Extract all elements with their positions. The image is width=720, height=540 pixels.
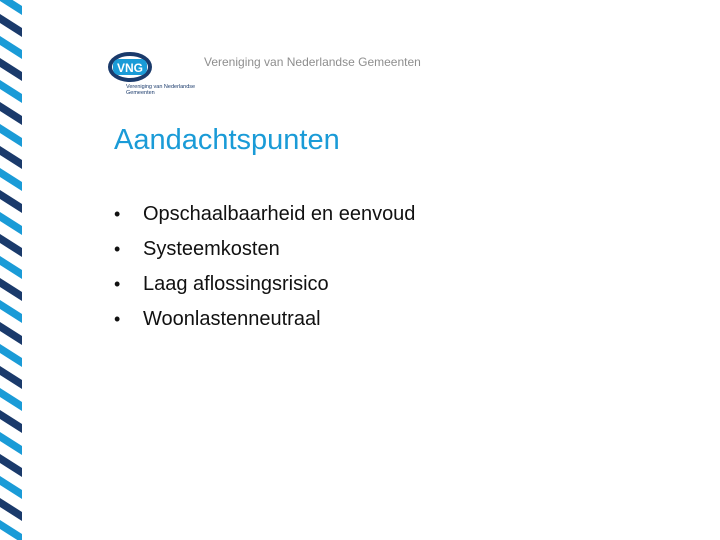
bullet-dot: • <box>114 274 121 294</box>
bullet-item <box>114 273 415 308</box>
svg-text:VNG: VNG <box>116 61 144 75</box>
bullet-item <box>114 308 415 343</box>
organization-name: Vereniging van Nederlandse Gemeenten <box>204 55 421 69</box>
bullet-list <box>114 203 415 343</box>
bullet-dot: • <box>114 239 121 259</box>
bullet-item <box>114 203 415 238</box>
logo-tagline: Vereniging van Nederlandse Gemeenten <box>126 84 196 96</box>
bullet-item <box>114 238 415 273</box>
bullet-dot: • <box>114 309 121 329</box>
decorative-stripe <box>0 0 22 540</box>
bullet-text: Systeemkosten <box>143 238 280 260</box>
bullet-text: Laag aflossingsrisico <box>143 273 329 295</box>
bullet-text: Opschaalbaarheid en eenvoud <box>143 203 416 225</box>
bullet-text: Woonlastenneutraal <box>143 308 321 330</box>
slide-title: Aandachtspunten <box>114 124 340 156</box>
bullet-dot: • <box>114 204 121 224</box>
